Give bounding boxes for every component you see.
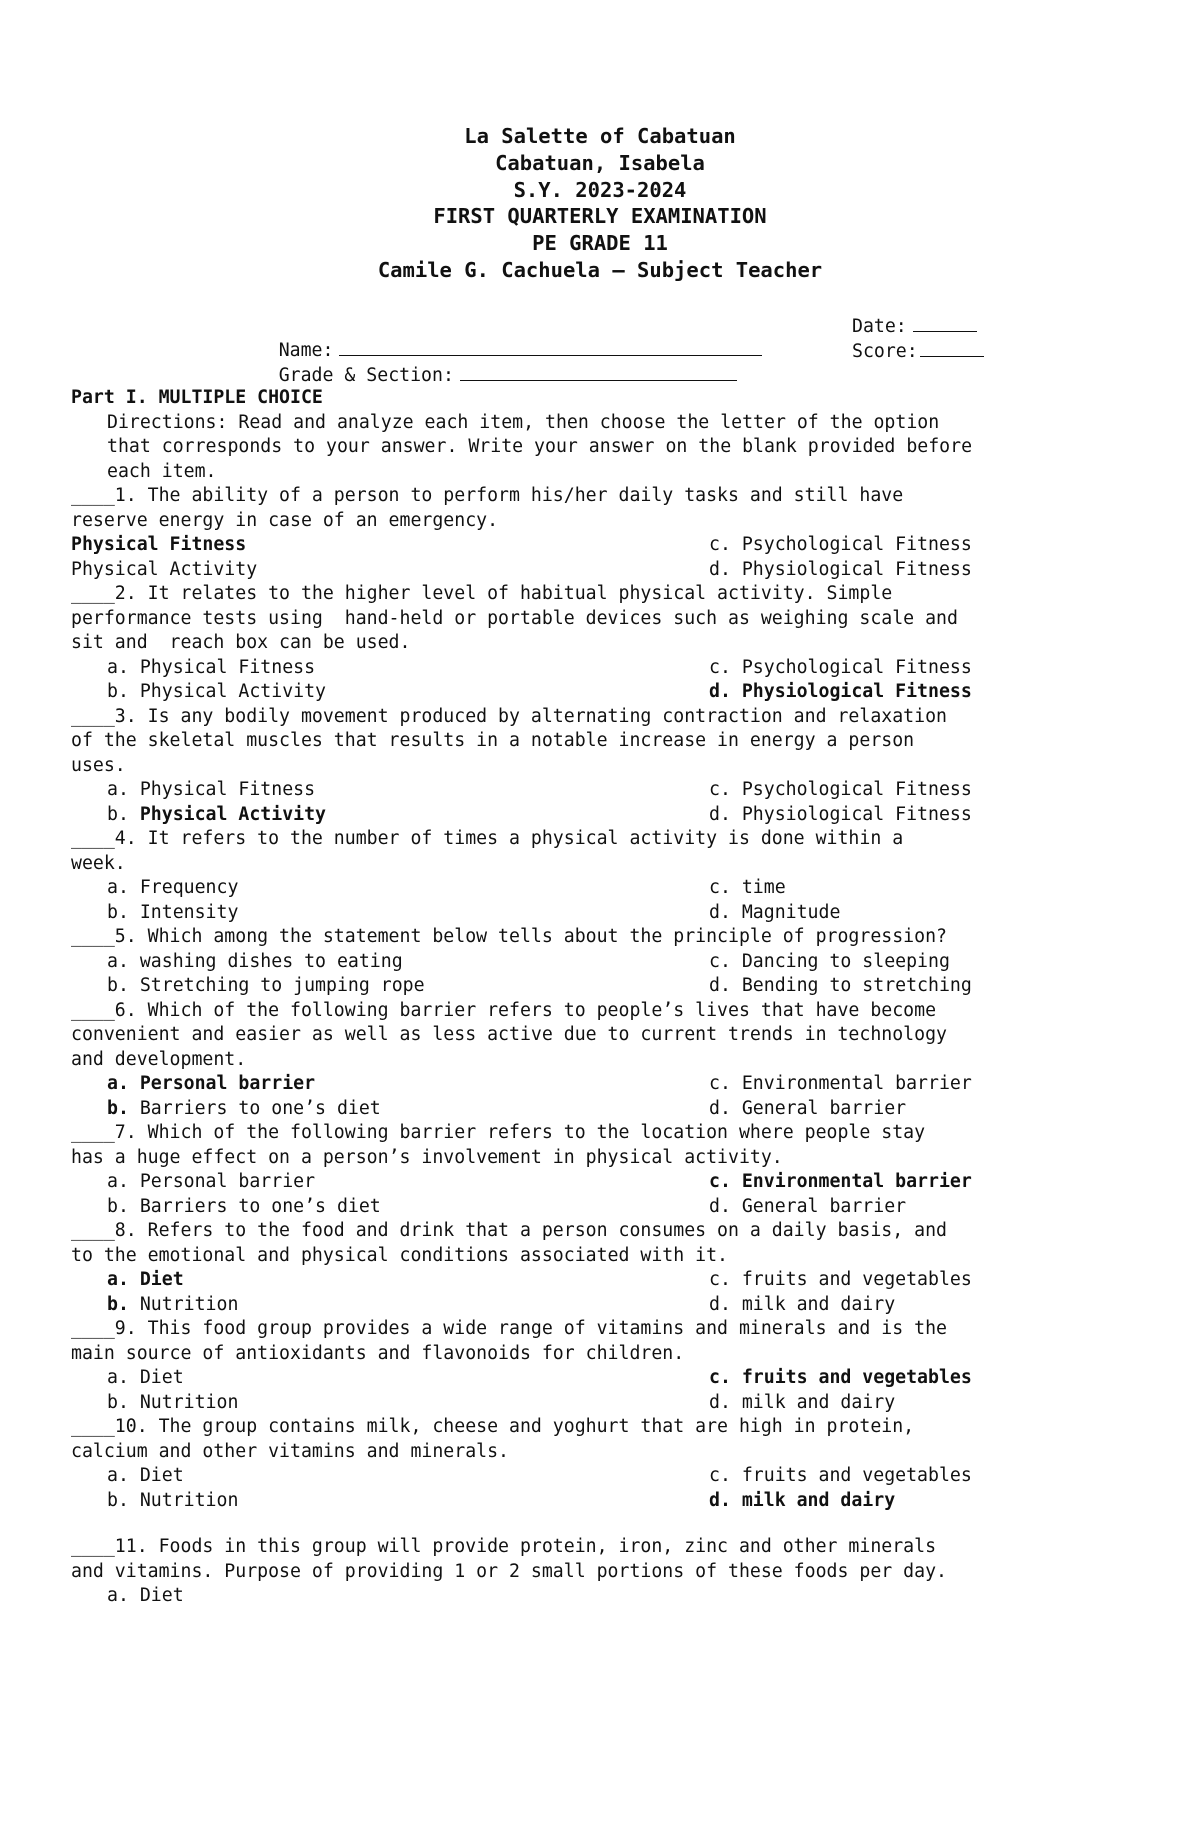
option-row — [71, 1293, 1161, 1318]
option-d[interactable]: d. Magnitude — [709, 901, 841, 923]
option-row — [71, 558, 1161, 583]
option-row — [71, 680, 1161, 705]
question-text: and vitamins. Purpose of providing 1 or 2 small portions of these foods per day. — [71, 1560, 947, 1582]
question-text: ____5. Which among the statement below tells about the principle of progression? — [71, 926, 947, 947]
option-b[interactable]: b. Stretching to jumping rope — [107, 975, 425, 996]
option-c[interactable]: c. Psychological Fitness — [709, 534, 972, 555]
option-row — [71, 1366, 1161, 1391]
name-label: Name: — [278, 340, 334, 362]
exam-title: FIRST QUARTERLY EXAMINATION — [433, 204, 767, 229]
question-5 — [71, 925, 1161, 999]
option-row — [71, 974, 1161, 999]
exam-header — [0, 123, 1200, 284]
spacer — [71, 1513, 1161, 1535]
option-a[interactable]: a. Frequency — [107, 877, 239, 898]
subject-title: PE GRADE 11 — [532, 231, 668, 256]
option-c[interactable]: c. fruits and vegetables — [709, 1465, 972, 1486]
option-row — [71, 950, 1161, 975]
question-text: has a huge effect on a person’s involvement in physical activity. — [71, 1146, 783, 1168]
option-a[interactable]: a. Diet — [107, 1465, 184, 1486]
option-c[interactable]: c. Environmental barrier — [709, 1073, 972, 1094]
option-b-letter: b. — [107, 803, 140, 825]
question-9 — [71, 1317, 1161, 1415]
question-text: ____10. The group contains milk, cheese and yoghurt that are high in protein, — [71, 1416, 915, 1437]
score-label: Score: — [852, 340, 918, 362]
question-1 — [71, 484, 1161, 582]
question-text: convenient and easier as well as less active due to current trends in technology — [71, 1024, 947, 1045]
option-row — [71, 803, 1161, 828]
option-row — [71, 533, 1161, 558]
school-name: La Salette of Cabatuan — [464, 124, 736, 148]
option-d[interactable]: d. Physiological Fitness — [709, 681, 972, 702]
option-row — [71, 1584, 1161, 1609]
question-text: ____3. Is any bodily movement produced by alternating contraction and relaxation — [71, 705, 947, 727]
question-text: calcium and other vitamins and minerals. — [71, 1440, 509, 1462]
option-c[interactable]: c. Environmental barrier — [709, 1171, 972, 1192]
question-7 — [71, 1121, 1161, 1219]
question-6 — [71, 999, 1161, 1122]
info-row-grade — [213, 337, 1013, 386]
option-row — [71, 1170, 1161, 1195]
option-row — [71, 1097, 1161, 1122]
option-a[interactable]: a. Personal barrier — [107, 1171, 316, 1192]
option-b-letter: b. — [107, 1097, 129, 1119]
question-text: ____1. The ability of a person to perform his/her daily tasks and still have — [71, 485, 904, 506]
option-c[interactable]: c. time — [709, 877, 786, 898]
question-2 — [71, 582, 1161, 705]
question-text: ____7. Which of the following barrier refers to the location where people stay — [71, 1122, 926, 1143]
option-b[interactable]: b. Physical Activity — [107, 681, 326, 702]
option-row — [71, 1195, 1161, 1220]
option-c[interactable]: c. fruits and vegetables — [709, 1269, 972, 1290]
option-a[interactable]: a. Diet — [107, 1269, 184, 1290]
question-text: main source of antioxidants and flavonoids for children. — [71, 1342, 685, 1364]
question-text: to the emotional and physical conditions associated with it. — [71, 1244, 728, 1266]
directions-line: Directions: Read and analyze each item, then choose the letter of the option — [107, 411, 940, 433]
option-row — [71, 1464, 1161, 1489]
question-text: ____8. Refers to the food and drink that a person consumes on a daily basis, and — [71, 1220, 947, 1241]
option-b-text: Physical Activity — [139, 803, 327, 825]
option-row — [71, 876, 1161, 901]
grade-label: Grade & Section: — [278, 364, 454, 386]
date-field[interactable] — [913, 312, 977, 332]
option-d[interactable]: d. Physiological Fitness — [709, 803, 972, 825]
option-d[interactable]: d. milk and dairy — [709, 1489, 896, 1511]
question-11 — [71, 1535, 1161, 1609]
question-text: of the skeletal muscles that results in a notable increase in energy a person — [71, 730, 915, 751]
question-10 — [71, 1415, 1161, 1513]
option-b-text: Barriers to one’s diet — [128, 1097, 381, 1119]
option-a[interactable]: a. Physical Fitness — [107, 656, 316, 678]
option-d[interactable]: d. General barrier — [709, 1097, 907, 1119]
school-year: S.Y. 2023-2024 — [513, 177, 687, 202]
student-info — [213, 312, 1013, 386]
question-3 — [71, 705, 1161, 828]
option-d[interactable]: d. milk and dairy — [709, 1391, 896, 1413]
directions-line: that corresponds to your answer. Write your answer on the blank provided before — [107, 436, 973, 457]
option-b[interactable]: b. Nutrition — [107, 1391, 239, 1413]
option-row — [71, 778, 1161, 803]
option-a[interactable]: a. Diet — [107, 1585, 184, 1606]
option-c[interactable]: c. fruits and vegetables — [709, 1367, 972, 1388]
exam-content — [71, 386, 1161, 1609]
question-8 — [71, 1219, 1161, 1317]
option-a[interactable]: Physical Fitness — [71, 534, 247, 555]
question-text: week. — [71, 852, 126, 874]
directions-line: each item. — [107, 460, 217, 482]
question-text: reserve energy in case of an emergency. — [71, 509, 499, 531]
option-a[interactable]: a. Personal barrier — [107, 1073, 316, 1094]
question-4 — [71, 827, 1161, 925]
option-a[interactable]: a. washing dishes to eating — [107, 950, 403, 972]
question-text: uses. — [71, 754, 126, 776]
option-row — [71, 1489, 1161, 1514]
question-text: sit and reach box can be used. — [71, 632, 411, 653]
option-d[interactable]: d. Bending to stretching — [709, 975, 972, 996]
question-text: ____9. This food group provides a wide range of vitamins and minerals and is the — [71, 1318, 947, 1339]
question-text: ____4. It refers to the number of times a physical activity is done within a — [71, 828, 904, 849]
grade-section-field[interactable] — [460, 361, 737, 381]
option-b-letter: b. — [107, 1293, 129, 1315]
option-row — [71, 656, 1161, 681]
option-a[interactable]: a. Diet — [107, 1367, 184, 1388]
question-text: performance tests using hand-held or portable devices such as weighing scale and — [71, 607, 958, 629]
option-c[interactable]: c. Psychological Fitness — [709, 656, 972, 678]
date-label: Date: — [852, 316, 907, 337]
option-d[interactable]: d. Physiological Fitness — [709, 558, 972, 580]
option-row — [71, 1072, 1161, 1097]
option-b[interactable]: b. Nutrition — [107, 1489, 239, 1511]
option-b-text: Nutrition — [128, 1293, 239, 1315]
option-b[interactable] — [107, 1097, 381, 1121]
option-d[interactable]: d. milk and dairy — [709, 1293, 896, 1315]
option-c[interactable]: c. Psychological Fitness — [709, 779, 972, 800]
option-d[interactable]: d. General barrier — [709, 1195, 907, 1217]
score-field[interactable] — [920, 337, 984, 357]
option-b[interactable]: Physical Activity — [71, 558, 258, 580]
option-c[interactable]: c. Dancing to sleeping — [709, 950, 950, 972]
question-text: and development. — [71, 1048, 247, 1070]
teacher-name: Camile G. Cachuela – Subject Teacher — [377, 257, 823, 282]
option-b[interactable] — [107, 803, 326, 827]
option-b[interactable]: b. Barriers to one’s diet — [107, 1195, 381, 1217]
question-text: ____6. Which of the following barrier refers to people’s lives that have become — [71, 999, 937, 1021]
question-text: ____2. It relates to the higher level of habitual physical activity. Simple — [71, 583, 893, 604]
option-row — [71, 901, 1161, 926]
question-text: ____11. Foods in this group will provide protein, iron, zinc and other minerals — [71, 1536, 937, 1557]
option-b[interactable] — [107, 1293, 238, 1317]
part-title: Part I. MULTIPLE CHOICE — [71, 387, 323, 408]
option-a[interactable]: a. Physical Fitness — [107, 779, 316, 800]
option-row — [71, 1391, 1161, 1416]
option-row — [71, 1268, 1161, 1293]
option-b[interactable]: b. Intensity — [107, 901, 239, 923]
school-location: Cabatuan, Isabela — [495, 150, 705, 175]
